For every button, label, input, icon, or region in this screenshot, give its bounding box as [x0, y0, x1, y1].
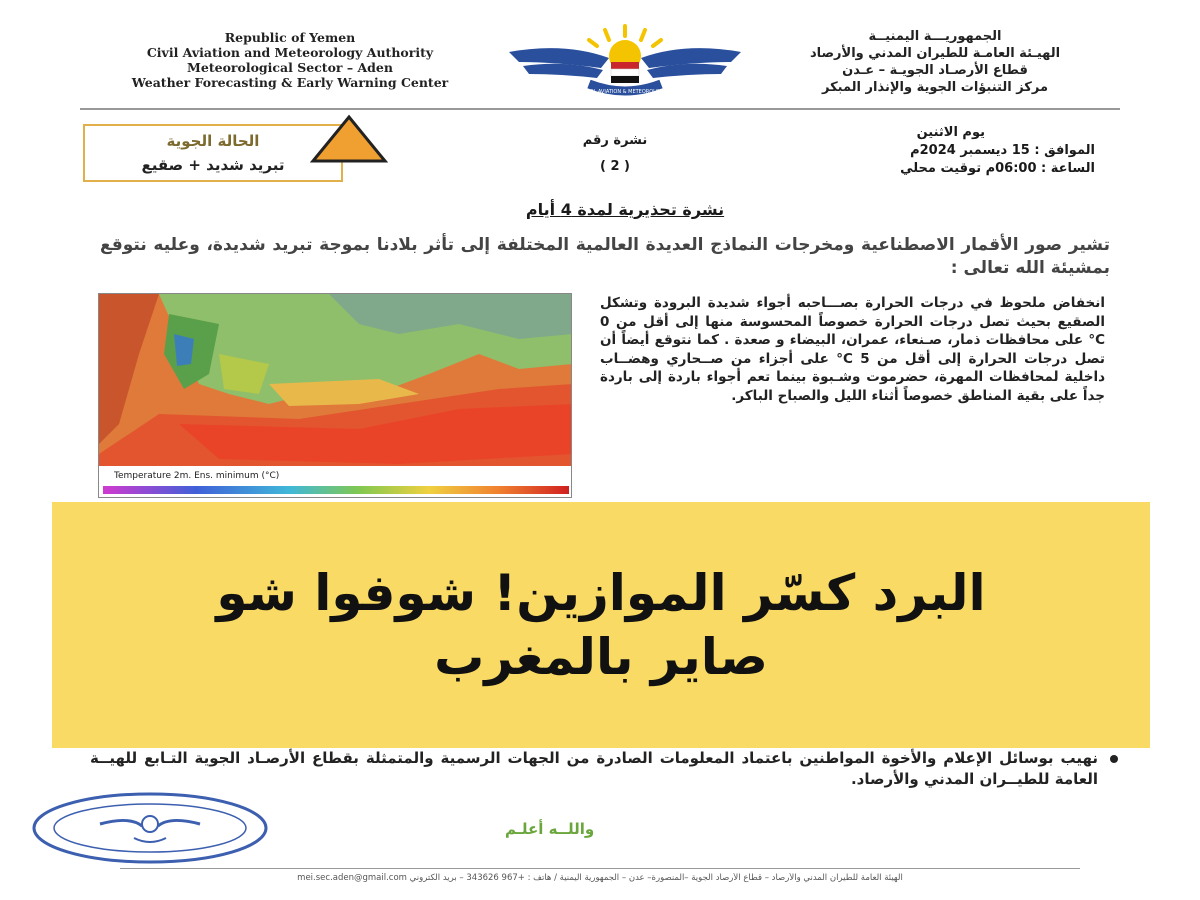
- header-arabic-line: الهيـئة العامـة للطيران المدني والأرصاد: [809, 46, 1061, 61]
- date-info: [835, 124, 1095, 178]
- header-arabic: [755, 28, 1115, 96]
- authority-logo: [505, 22, 745, 102]
- header-english-line: Republic of Yemen: [224, 30, 356, 45]
- header-english: [60, 30, 520, 90]
- note-item-2-text: نهيب بوسائل الإعلام والأخوة المواطنين باعتماد المعلومات الصادرة من الجهات الرسمية والمتمثلة بقطاع الأرصـاد الجوية التـابع للهيــة العامة للطيــران المدني والأرصاد.: [90, 749, 1098, 788]
- note-item-2: [90, 748, 1120, 790]
- bullet-dot: [1110, 755, 1118, 763]
- header-arabic-line: قطاع الأرصـاد الجويـة – عـدن: [842, 63, 1028, 78]
- weather-status-box: [83, 124, 343, 182]
- header-english-line: Civil Aviation and Meteorology Authority: [146, 45, 434, 60]
- temperature-map-graphic: [99, 294, 572, 498]
- status-value: تبريد شديد + صقيع: [141, 156, 285, 174]
- temperature-map: [98, 293, 572, 498]
- header-english-line: Meteorological Sector – Aden: [187, 60, 393, 75]
- official-seal-stamp: [30, 790, 270, 866]
- headline-banner: [52, 502, 1150, 748]
- header-divider: [80, 108, 1120, 110]
- bulletin-number: ( 2 ): [600, 159, 630, 174]
- header-arabic-line: الجمهوريـــة اليمنيــة: [868, 29, 1002, 44]
- footer-contact: الهيئة العامة للطيران المدني والأرصاد – قطاع الأرصاد الجوية –المنصورة– عدن – الجمهورية اليمنية / هاتف : +967 343626 – بريد الكتروني mei.sec.aden@gmail.com: [297, 873, 903, 883]
- status-title: الحالة الجوية: [166, 132, 260, 150]
- warning-triangle-icon: [310, 114, 388, 164]
- bulletin-number-block: [550, 128, 680, 180]
- bulletin-label: نشرة رقم: [582, 133, 648, 148]
- forecast-text: انخفاض ملحوظ في درجات الحرارة بصـــاحبه أجواء شديدة البرودة وتشكل الصقيع بحيث تصل درجات الحرارة خصوصاً المحسوسة منها إلى أقل من 0 C° على محافظات ذمار، صـنعاء، عمران، البيضاء و صعدة . كما نتوقع أيضاً أن تصل درجات الحرارة إلى أقل من 5 C° على أجزاء من صــحاري وهضــاب داخلية لمحافظات المهرة، حضرموت وشـبوة بينما تعم أجواء باردة إلى باردة جداً على بقية المناطق خصوصاً أثناء الليل والصباح الباكر.: [600, 295, 1105, 404]
- issue-time: الساعة : 06:00م توقيت محلي: [900, 161, 1095, 176]
- logo-text: CIVIL AVIATION & METEOROLOGY: [583, 89, 667, 95]
- closing-phrase: واللــه أعلـم: [505, 820, 595, 838]
- header-arabic-line: مركز التنبؤات الجوية والإنذار المبكر: [822, 80, 1048, 95]
- footer-divider: [120, 868, 1080, 869]
- document-title: نشرة تحذيرية لمدة 4 أيام: [525, 200, 725, 219]
- issue-date: الموافق : 15 ديسمبر 2024م: [910, 143, 1095, 158]
- map-caption: Temperature 2m. Ens. minimum (°C): [111, 471, 282, 481]
- intro-paragraph: تشير صور الأقمار الاصطناعية ومخرجات النماذج العديدة العالمية المختلفة إلى تأثر بلادنا بموجة تبريد شديدة، وعليه نتوقع بمشيئة الله تعالى :: [100, 235, 1110, 278]
- issue-day: يوم الاثنين: [916, 125, 985, 140]
- banner-headline: البرد كسّر الموازين! شوفوا شو صاير بالمغرب: [216, 564, 986, 686]
- header-english-line: Weather Forecasting & Early Warning Center: [131, 75, 449, 90]
